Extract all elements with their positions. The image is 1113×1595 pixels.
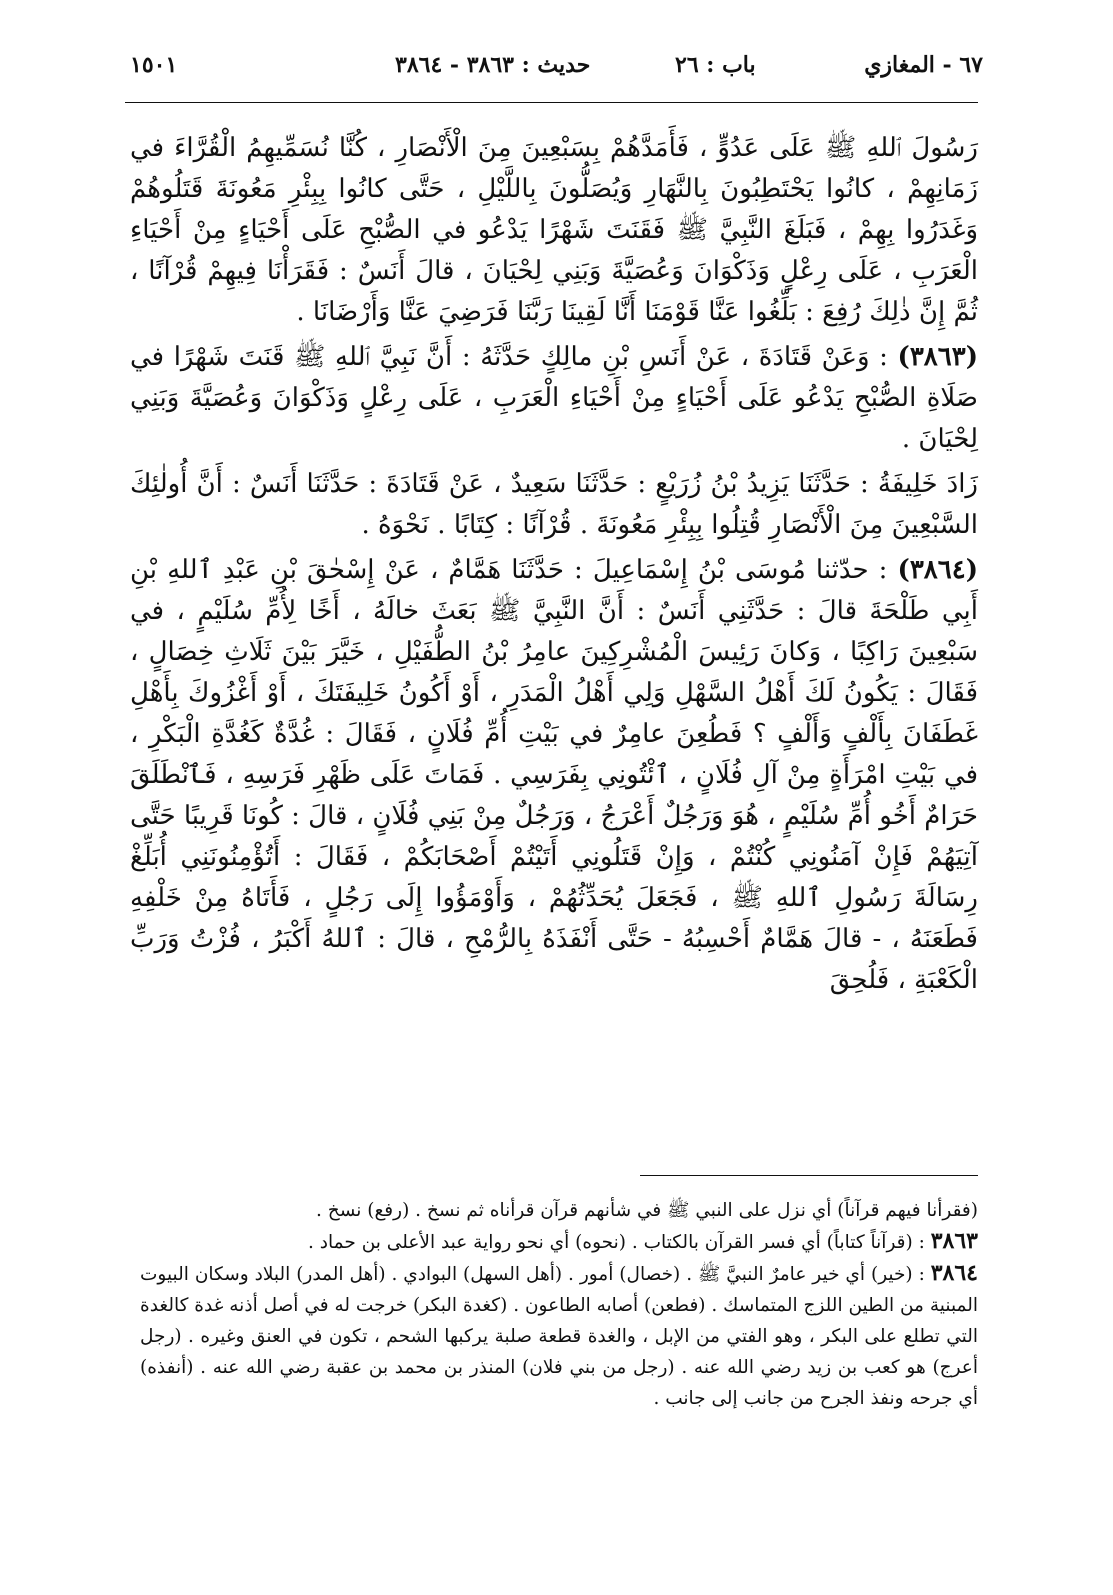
hadith-number: (٣٨٦٣): [897, 342, 978, 372]
hadith-text: : حدّثنا مُوسَى بْنُ إِسْمَاعِيلَ : حَدَّثَنَا هَمَّامٌ ، عَنْ إِسْحٰقَ بْنِ عَبْدِ ٱللهِ بْنِ أَبِي طَلْحَةَ قالَ : حَدَّثَنِي أَنَسٌ : أَنَّ النَّبِيَّ ﷺ بَعَثَ خالَهُ ، أَخًا لِأُمِّ سُلَيْمٍ ، في سَبْعِينَ رَاكِبًا ، وَكانَ رَئِيسَ الْمُشْرِكِينَ عامِرُ بْنُ الطُّفَيْلِ ، خَيَّرَ بَيْنَ ثَلَاثِ خِصَالٍ ، فَقَالَ : يَكُونُ لَكَ أَهْلُ السَّهْلِ وَلِي أَهْلُ الْمَدَرِ ، أَوْ أَكُونُ خَلِيفَتَكَ ، أَوْ أَغْزُوكَ بِأَهْلِ غَطَفَانَ بِأَلْفٍ وَأَلْفٍ ؟ فَطُعِنَ عامِرٌ في بَيْتِ أُمِّ فُلَانٍ ، فَقَالَ : غُدَّةٌ كَغُدَّةِ الْبَكْرِ ، في بَيْتِ امْرَأَةٍ مِنْ آلِ فُلَانٍ ، ٱئْتُونِي بِفَرَسِي . فَمَاتَ عَلَى ظَهْرِ فَرَسِهِ ، فَٱنْطَلَقَ حَرَامٌ أَخُو أُمِّ سُلَيْمٍ ، هُوَ وَرَجُلٌ أَعْرَجُ ، وَرَجُلٌ مِنْ بَنِي فُلَانٍ ، قالَ : كُونَا قَرِيبًا حَتَّى آتِيَهُمْ فَإِنْ آمَنُونِي كُنْتُمْ ، وَإِنْ قَتَلُونِي أَتَيْتُمْ أَصْحَابَكُمْ ، فَقَالَ : أَتُؤْمِنُونَنِي أُبَلِّغْ رِسَالَةَ رَسُولِ ٱللهِ ﷺ ، فَجَعَلَ يُحَدِّثُهُمْ ، وَأَوْمَؤُوا إِلَى رَجُلٍ ، فَأَتَاهُ مِنْ خَلْفِهِ فَطَعَنَهُ ، - قالَ هَمَّامٌ أَحْسِبُهُ - حَتَّى أَنْفَذَهُ بِالرُّمْحِ ، قالَ : ٱللهُ أَكْبَرُ ، فُزْتُ وَرَبِّ الْكَعْبَةِ ، فَلُحِقَ: [130, 555, 978, 995]
footnote-divider: [640, 1175, 978, 1176]
footnote: [140, 1258, 978, 1414]
bab-number: باب : ٢٦: [675, 52, 756, 78]
hadith-text: : وَعَنْ قَتَادَةَ ، عَنْ أَنَسِ بْنِ مالِكٍ حَدَّثَهُ : أَنَّ نَبِيَّ ٱللهِ ﷺ قَنَتَ شَهْرًا في صَلَاةِ الصُّبْحِ يَدْعُو عَلَى أَحْيَاءٍ مِنْ أَحْيَاءِ الْعَرَبِ ، عَلَى رِعْلٍ وَذَكْوَانَ وَعُصَيَّةَ وَبَنِي لِحْيَانَ .: [130, 342, 978, 454]
hadith-3863: [130, 337, 978, 460]
hadith-range: حديث : ٣٨٦٣ - ٣٨٦٤: [395, 52, 591, 78]
page-number: ١٥٠١: [130, 52, 178, 78]
footnotes: [140, 1195, 978, 1414]
hadith-number: (٣٨٦٤): [897, 555, 979, 585]
chapter-title: ٦٧ - المغازي: [864, 52, 983, 78]
footnote-number: ٣٨٦٤: [930, 1260, 978, 1286]
paragraph-ziyada: زَادَ خَلِيفَةُ : حَدَّثَنَا يَزِيدُ بْنُ زُرَيْعٍ : حَدَّثَنَا سَعِيدٌ ، عَنْ قَتَادَةَ : حَدَّثَنَا أَنَسٌ : أَنَّ أُولٰئِكَ السَّبْعِينَ مِنَ الْأَنْصَارِ قُتِلُوا بِبِئْرِ مَعُونَةَ . قُرْآنًا : كِتَابًا . نَحْوَهُ .: [130, 469, 978, 540]
footnote-number: ٣٨٦٣: [930, 1228, 978, 1254]
running-header: [130, 52, 983, 92]
footnote: (فقرأنا فيهم قرآناً) أي نزل على النبي ﷺ في شأنهم قرآن قرأناه ثم نسخ . (رفع) نسخ .: [316, 1200, 978, 1221]
main-text: [130, 128, 978, 1005]
hadith-3864: [130, 550, 978, 1001]
paragraph-continuation: رَسُولَ ٱللهِ ﷺ عَلَى عَدُوٍّ ، فَأَمَدَّهُمْ بِسَبْعِينَ مِنَ الْأَنْصَارِ ، كُنَّا نُسَمِّيهِمُ الْقُرَّاءَ في زَمَانِهِمْ ، كانُوا يَحْتَطِبُونَ بِالنَّهَارِ وَيُصَلُّونَ بِاللَّيْلِ ، حَتَّى كانُوا بِبِئْرِ مَعُونَةَ قَتَلُوهُمْ وَغَدَرُوا بِهِمْ ، فَبَلَغَ النَّبِيَّ ﷺ فَقَنَتَ شَهْرًا يَدْعُو في الصُّبْحِ عَلَى أَحْيَاءٍ مِنْ أَحْيَاءِ الْعَرَبِ ، عَلَى رِعْلٍ وَذَكْوَانَ وَعُصَيَّةَ وَبَنِي لِحْيَانَ ، قالَ أَنَسٌ : فَقَرَأْنَا فِيهِمْ قُرْآنًا ، ثُمَّ إِنَّ ذٰلِكَ رُفِعَ : بَلِّغُوا عَنَّا قَوْمَنَا أَنَّا لَقِينَا رَبَّنَا فَرَضِيَ عَنَّا وَأَرْضَانَا .: [130, 133, 978, 327]
footnote: [140, 1226, 978, 1258]
footnote-text: : (خير) أي خير عامرٌ النبيَّ ﷺ . (خصال) أمور . (أهل السهل) البوادي . (أهل المدر) البلاد وسكان البيوت المبنية من الطين اللزج المتماسك . (فطعن) أصابه الطاعون . (كغدة البكر) خرجت له في أصل أذنه غدة كالغدة التي تطلع على البكر ، وهو الفتي من الإبل ، والغدة قطعة صلبة يركبها الشحم ، تكون في العنق وغيره . (رجل أعرج) هو كعب بن زيد رضي الله عنه . (رجل من بني فلان) المنذر بن محمد بن عقبة رضي الله عنه . (أنفذه) أي جرحه ونفذ الجرح من جانب إلى جانب .: [140, 1264, 978, 1409]
header-divider: [125, 102, 978, 103]
footnote-text: : (قرآناً كتاباً) أي فسر القرآن بالكتاب . (نحوه) أي نحو رواية عبد الأعلى بن حماد .: [308, 1232, 925, 1253]
